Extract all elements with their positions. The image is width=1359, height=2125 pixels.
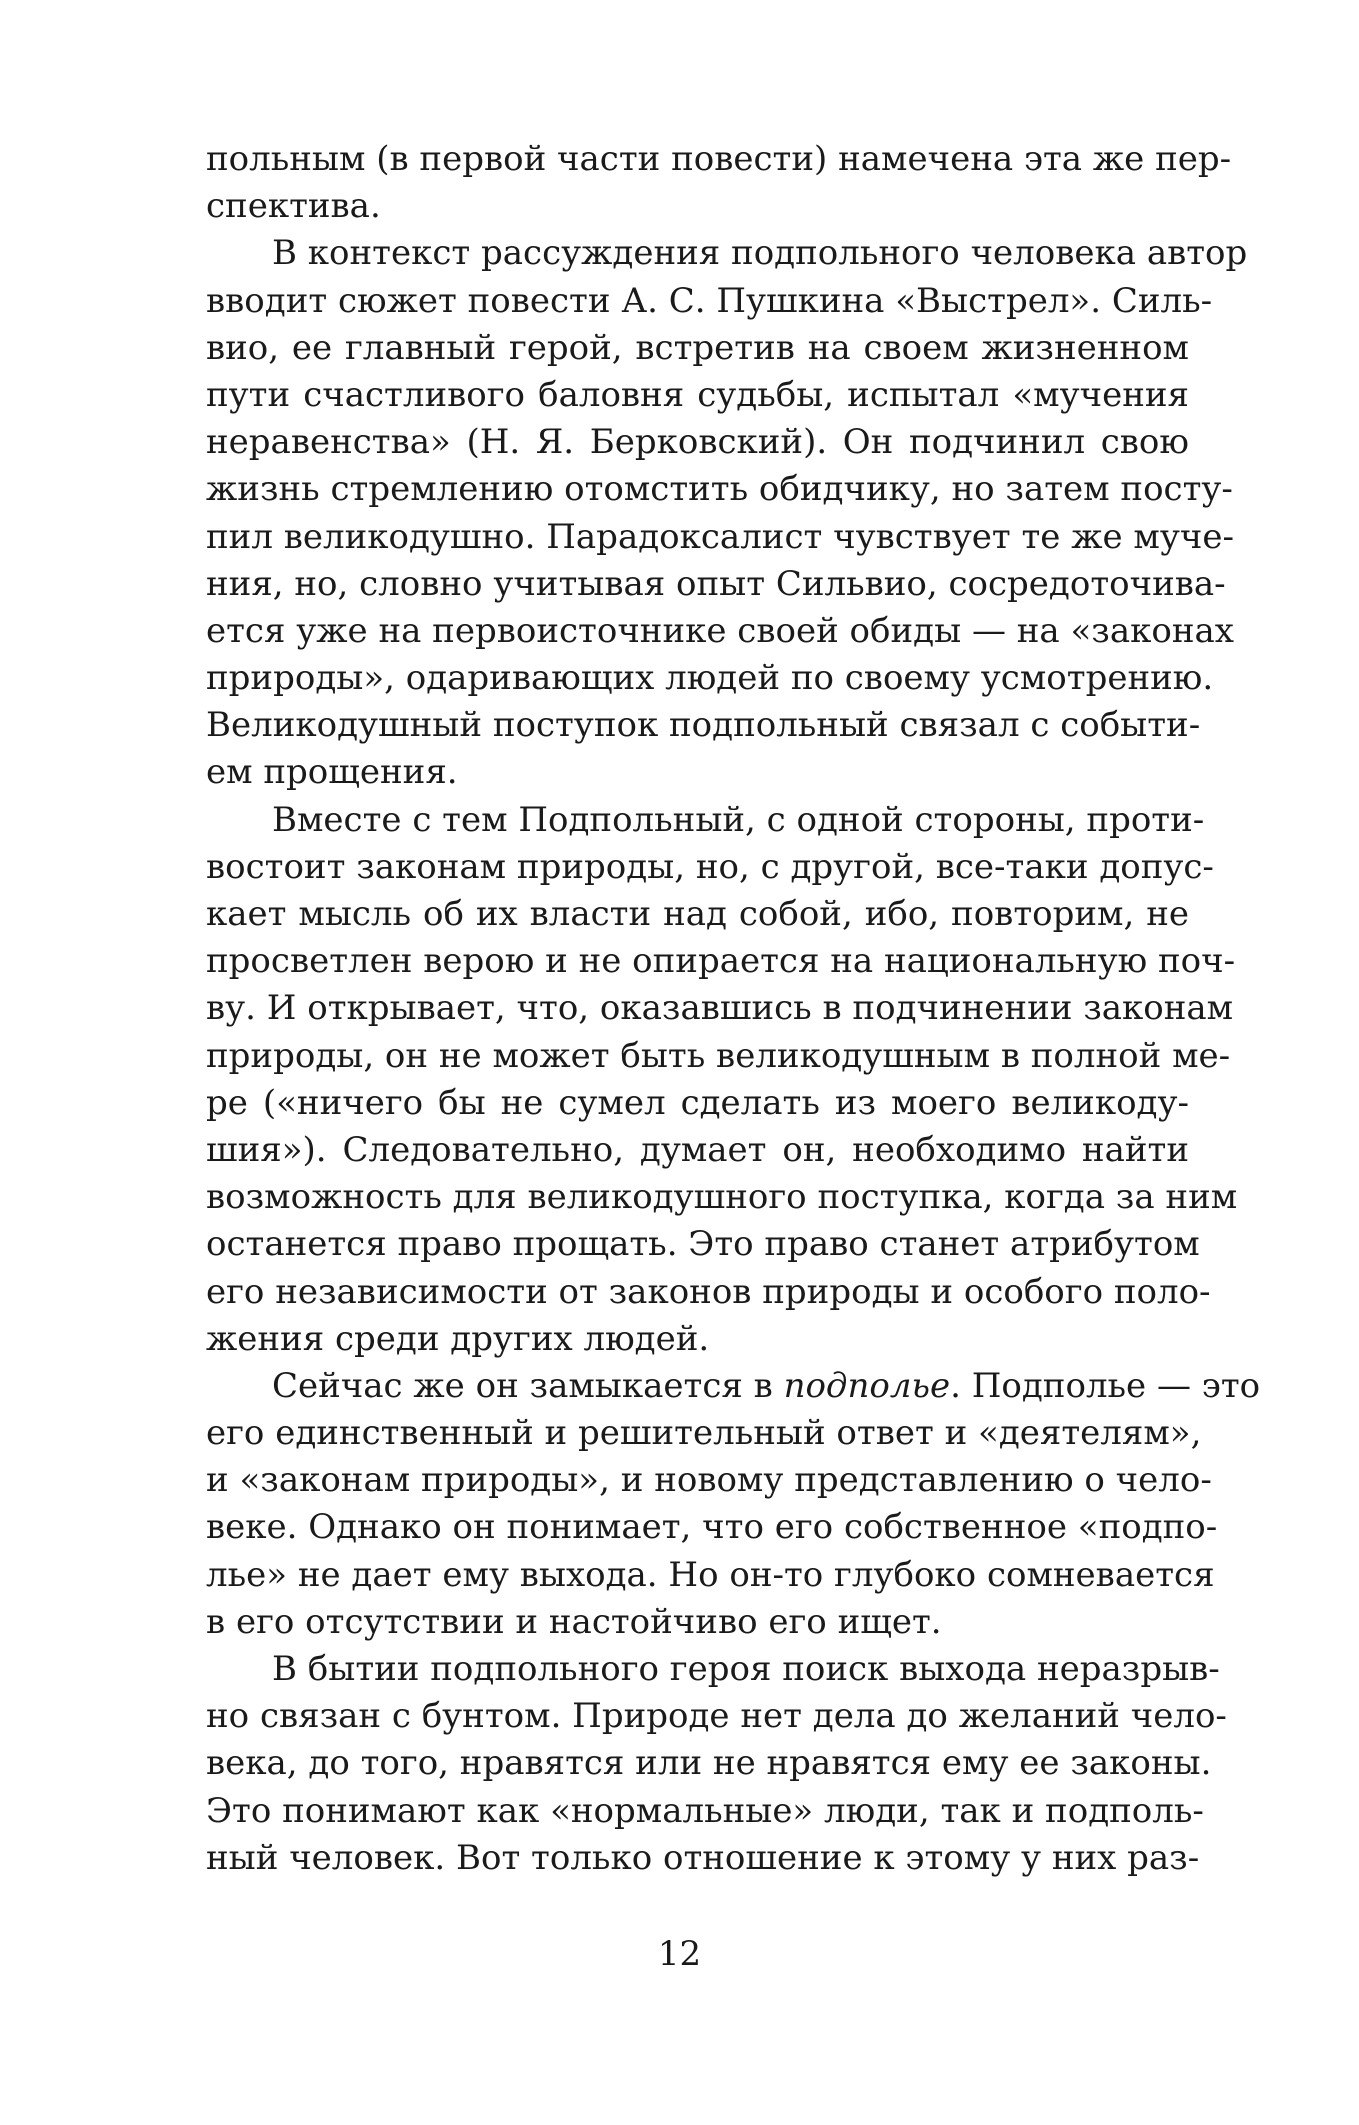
text-line: Вместе с тем Подпольный, с одной стороны, проти- bbox=[272, 799, 1205, 840]
text-line: возможность для великодушного поступка, когда за ним bbox=[206, 1177, 1238, 1218]
text-line: но связан с бунтом. Природе нет дела до желаний чело- bbox=[206, 1696, 1227, 1737]
text-line: В бытии подпольного героя поиск выхода неразрыв- bbox=[272, 1649, 1220, 1689]
text-line: жизнь стремлению отомстить обидчику, но затем посту- bbox=[206, 469, 1233, 510]
page-number: 12 bbox=[657, 1934, 702, 1974]
text-line: ре («ничего бы не сумел сделать из моего великоду- bbox=[206, 1082, 1189, 1123]
text-line: природы», одаривающих людей по своему усмотрению. bbox=[206, 658, 1214, 699]
text-line: природы, он не может быть великодушным в полной ме- bbox=[206, 1035, 1231, 1076]
text-line: жения среди других людей. bbox=[206, 1318, 710, 1359]
text-line: пил великодушно. Парадоксалист чувствует те же муче- bbox=[206, 516, 1234, 557]
text-line: ем прощения. bbox=[206, 752, 458, 793]
text-line: ный человек. Вот только отношение к этому у них раз- bbox=[206, 1837, 1200, 1878]
text-line: ния, но, словно учитывая опыт Сильвио, сосредоточива- bbox=[206, 563, 1226, 604]
text-line: Великодушный поступок подпольный связал с событи- bbox=[206, 705, 1201, 746]
text-line: веке. Однако он понимает, что его собственное «подпо- bbox=[206, 1507, 1218, 1548]
text-line: его независимости от законов природы и особого поло- bbox=[206, 1271, 1211, 1312]
text-line: просветлен верою и не опирается на национальную поч- bbox=[206, 941, 1236, 982]
text-line: Это понимают как «нормальные» люди, так и подполь- bbox=[206, 1790, 1204, 1831]
text-line: В контекст рассуждения подпольного человека автор bbox=[272, 233, 1248, 274]
text-line: Сейчас же он замыкается в подполье. Подполье — это bbox=[272, 1365, 1261, 1406]
text-line: востоит законам природы, но, с другой, все-таки допус- bbox=[206, 846, 1214, 887]
text-line: пути счастливого баловня судьбы, испытал «мучения bbox=[206, 374, 1189, 415]
text-line: польным (в первой части повести) намечена эта же пер- bbox=[206, 139, 1232, 179]
text-line: вио, ее главный герой, встретив на своем жизненном bbox=[206, 327, 1189, 368]
text-line: спектива. bbox=[206, 186, 381, 227]
text-line: останется право прощать. Это право станет атрибутом bbox=[206, 1224, 1200, 1265]
text-line: шия»). Следовательно, думает он, необходимо найти bbox=[206, 1129, 1189, 1170]
text-line: ется уже на первоисточнике своей обиды — на «законах bbox=[206, 610, 1234, 651]
page-body-text bbox=[206, 136, 1261, 1882]
text-line: кает мысль об их власти над собой, ибо, повторим, не bbox=[206, 894, 1189, 934]
text-line: и «законам природы», и новому представлению о чело- bbox=[206, 1460, 1212, 1501]
text-line: века, до того, нравятся или не нравятся ему ее законы. bbox=[206, 1743, 1212, 1784]
text-line: в его отсутствии и настойчиво его ищет. bbox=[206, 1601, 942, 1642]
text-line: ву. И открывает, что, оказавшись в подчинении законам bbox=[206, 988, 1234, 1029]
text-line: его единственный и решительный ответ и «деятелям», bbox=[206, 1413, 1202, 1454]
text-line: вводит сюжет повести А. С. Пушкина «Выстрел». Силь- bbox=[206, 280, 1213, 321]
text-line: лье» не дает ему выхода. Но он-то глубоко сомневается bbox=[206, 1554, 1215, 1595]
text-line: неравенства» (Н. Я. Берковский). Он подчинил свою bbox=[206, 422, 1189, 463]
